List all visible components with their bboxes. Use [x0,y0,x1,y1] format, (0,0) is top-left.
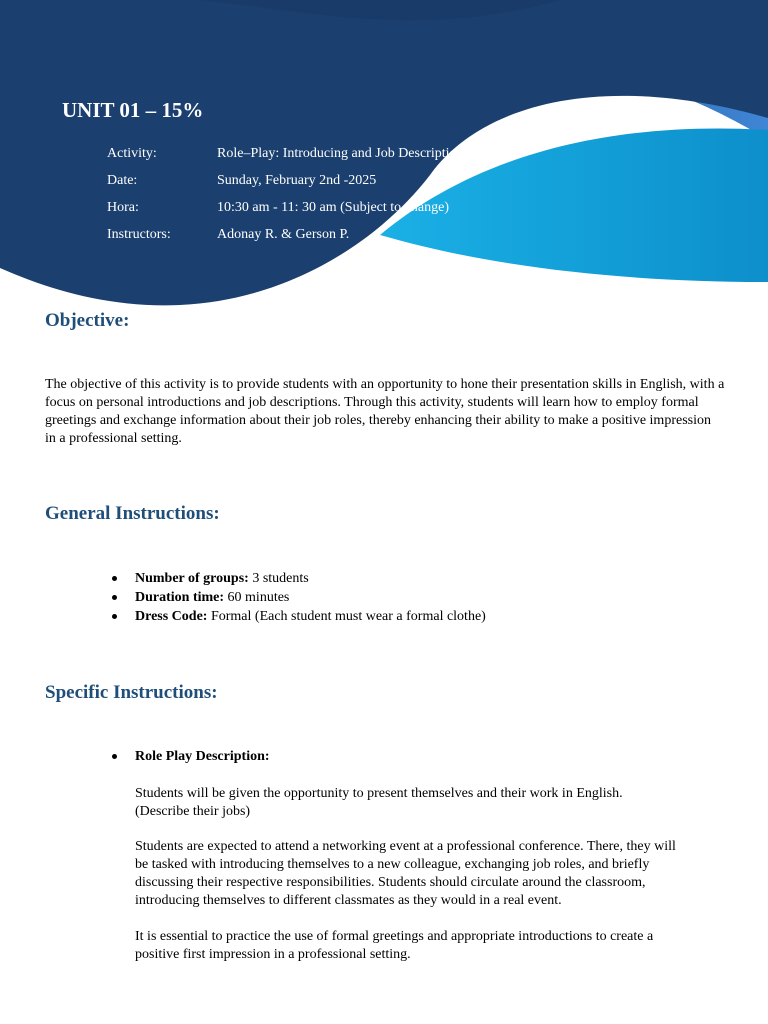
bullet-icon [112,754,117,759]
general-instructions-heading: General Instructions: [45,503,220,524]
meta-label: Instructors: [107,227,171,242]
specific-instructions-heading: Specific Instructions: [45,682,218,703]
meta-row-hora [107,200,464,227]
meta-label: Hora: [107,200,139,215]
item-label: Duration time: [135,590,225,605]
meta-label: Activity: [107,146,157,161]
meta-value: Sunday, February 2nd -2025 [217,173,377,188]
general-instructions-list [112,569,486,626]
bullet-icon [112,576,117,581]
bullet-icon [112,614,117,619]
item-label: Number of groups: [135,571,249,586]
unit-title: UNIT 01 – 15% [62,98,204,122]
item-value: Formal (Each student must wear a formal clothe) [207,609,486,624]
objective-text: The objective of this activity is to provide students with an opportunity to hone their presentation skills in English, with a focus on personal introductions and job descriptions. Through this activity, students will learn how to employ formal greetings and exchange information about their job roles, thereby enhancing their ability to make a positive impression in a professional setting. [45,377,725,446]
item-label: Role Play Description: [135,749,270,764]
meta-row-date [107,173,464,200]
specific-instructions-list [112,747,270,766]
activity-meta [107,146,464,254]
list-item [112,607,486,626]
role-play-paragraph-3: It is essential to practice the use of formal greetings and appropriate introductions to create a positive first impression in a professional setting. [135,929,654,962]
objective-heading: Objective: [45,310,130,331]
list-item [112,569,486,588]
role-play-paragraph-2: Students are expected to attend a networking event at a professional conference. There, they will be tasked with introducing themselves to a new colleague, exchanging job roles, and briefly discussing their respective responsibilities. Students should circulate around the classroom, introducing themselves to different classmates as they would in a real event. [135,839,676,908]
list-item [112,588,486,607]
meta-row-instructors [107,227,464,254]
meta-value: Role–Play: Introducing and Job Description [217,146,464,161]
meta-label: Date: [107,173,138,188]
meta-row-activity [107,146,464,173]
list-item [112,747,270,766]
bullet-icon [112,595,117,600]
role-play-paragraph-1: Students will be given the opportunity to present themselves and their work in English. (Describe their jobs) [135,786,623,819]
item-value: 60 minutes [224,590,290,605]
meta-value: 10:30 am - 11: 30 am (Subject to change) [217,200,449,215]
item-value: 3 students [248,571,309,586]
meta-value: Adonay R. & Gerson P. [217,227,350,242]
item-label: Dress Code: [135,609,208,624]
